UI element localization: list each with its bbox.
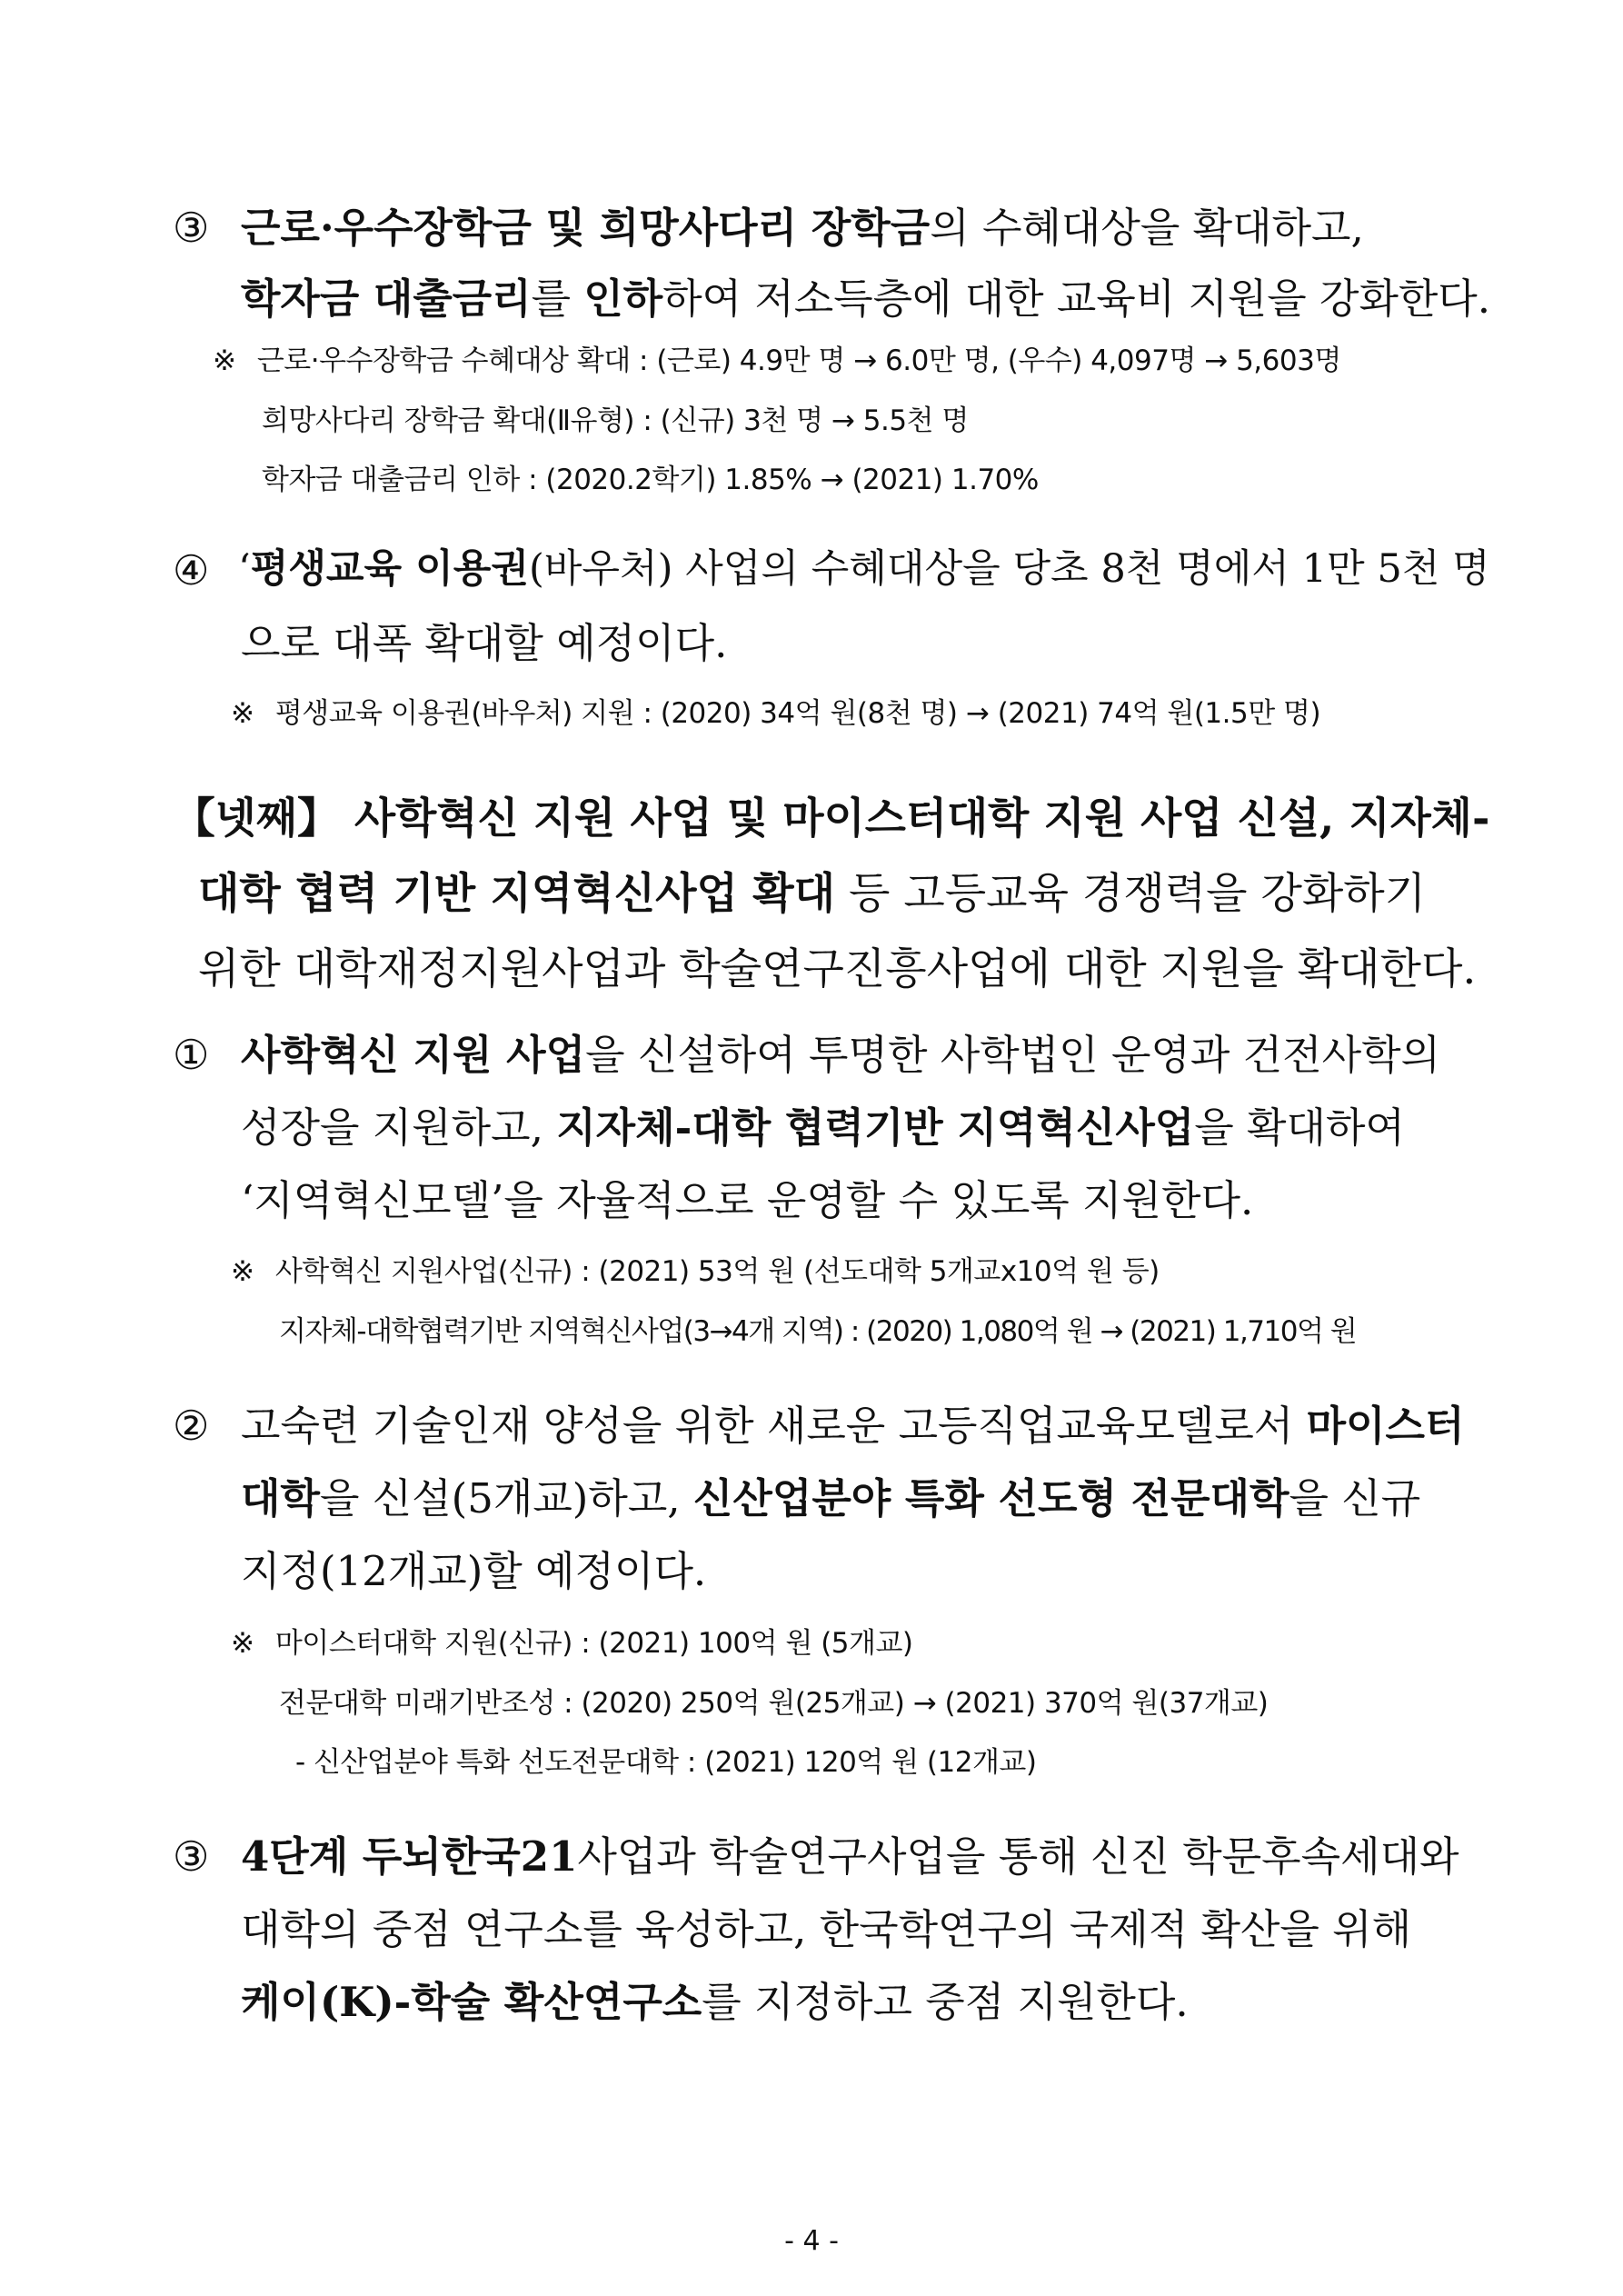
sub-2-marker-line [173,1402,210,1450]
item-4-line-1-text: ‘평생교육 이용권(바우처) 사업의 수혜대상을 당초 8천 명에서 1만 5천 명 [238,546,1490,592]
item-4-line-1 [173,546,210,594]
sub-3-marker-line [173,1832,210,1881]
item-3-line-2: 학자금 대출금리를 인하하여 저소득층에 대한 교육비 지원을 강화한다. [241,275,1491,323]
note-marker: ※ [231,1255,254,1288]
sub-1-note-1: ※ 사학혁신 지원사업(신규) : (2021) 53억 원 (선도대학 5개교x10억 원 등) [231,1255,1160,1288]
item-3-note-1: ※ 근로·우수장학금 수혜대상 확대 : (근로) 4.9만 명 → 6.0만 명, (우수) 4,097명 → 5,603명 [213,344,1341,377]
sub-2-line-2: 대학을 신설(5개교)하고, 신산업분야 특화 선도형 전문대학을 신규 [241,1474,1421,1522]
sub-3-marker: ③ [173,1832,210,1881]
item-3-marker: ③ [173,204,210,252]
sub-3-line-3: 케이(K)-학술 확산연구소를 지정하고 중점 지원한다. [241,1978,1189,2026]
sub-1-marker: ① [173,1031,210,1079]
sub-1-note-2: 지자체-대학협력기반 지역혁신사업(3→4개 지역) : (2020) 1,080억 원 → (2021) 1,710억 원 [279,1315,1357,1348]
sub-2-line-3: 지정(12개교)할 예정이다. [241,1547,707,1595]
sub-2-line-1: 고숙련 기술인재 양성을 위한 새로운 고등직업교육모델로서 마이스터 [241,1402,1465,1450]
sub-1-marker-line [173,1031,210,1079]
note-marker: ※ [213,344,236,377]
section-4-heading-line-1: 【넷째】 사학혁신 지원 사업 및 마이스터대학 지원 사업 신설, 지자체- [173,794,1490,844]
sub-1-line-2: 성장을 지원하고, 지자체-대학 협력기반 지역혁신사업을 확대하여 [241,1103,1405,1152]
section-4-heading-line-3: 위한 대학재정지원사업과 학술연구진흥사업에 대한 지원을 확대한다. [198,944,1477,994]
note-marker: ※ [231,1627,254,1660]
sub-3-line-2: 대학의 중점 연구소를 육성하고, 한국학연구의 국제적 확산을 위해 [241,1905,1412,1953]
sub-2-note-2: 전문대학 미래기반조성 : (2020) 250억 원(25개교) → (2021) 370억 원(37개교) [279,1687,1269,1720]
item-3-note-2: 희망사다리 장학금 확대(Ⅱ유형) : (신규) 3천 명 → 5.5천 명 [262,404,969,437]
item-3-note-3: 학자금 대출금리 인하 : (2020.2학기) 1.85% → (2021) 1.70% [262,464,1039,496]
note-marker: ※ [231,697,254,730]
sub-1-line-1: 사학혁신 지원 사업을 신설하여 투명한 사학법인 운영과 건전사학의 [241,1031,1441,1079]
page-number: - 4 - [784,2225,839,2257]
sub-2-note-3: - 신산업분야 특화 선도전문대학 : (2021) 120억 원 (12개교) [295,1746,1037,1779]
item-3-line-1-text: 근로·우수장학금 및 희망사다리 장학금의 수혜대상을 확대하고, [241,204,1364,252]
item-4-marker: ④ [173,546,210,594]
sub-1-line-3: ‘지역혁신모델’을 자율적으로 운영할 수 있도록 지원한다. [241,1176,1254,1224]
section-4-heading-line-2: 대학 협력 기반 지역혁신사업 확대 등 고등교육 경쟁력을 강화하기 [198,869,1427,919]
item-4-line-2: 으로 대폭 확대할 예정이다. [241,619,728,667]
item-4-note-1: ※ 평생교육 이용권(바우처) 지원 : (2020) 34억 원(8천 명) → (2021) 74억 원(1.5만 명) [231,697,1321,730]
sub-2-marker: ② [173,1402,210,1450]
sub-2-note-1: ※ 마이스터대학 지원(신규) : (2021) 100억 원 (5개교) [231,1627,913,1660]
sub-3-line-1: 4단계 두뇌한국21사업과 학술연구사업을 통해 신진 학문후속세대와 [241,1832,1459,1881]
